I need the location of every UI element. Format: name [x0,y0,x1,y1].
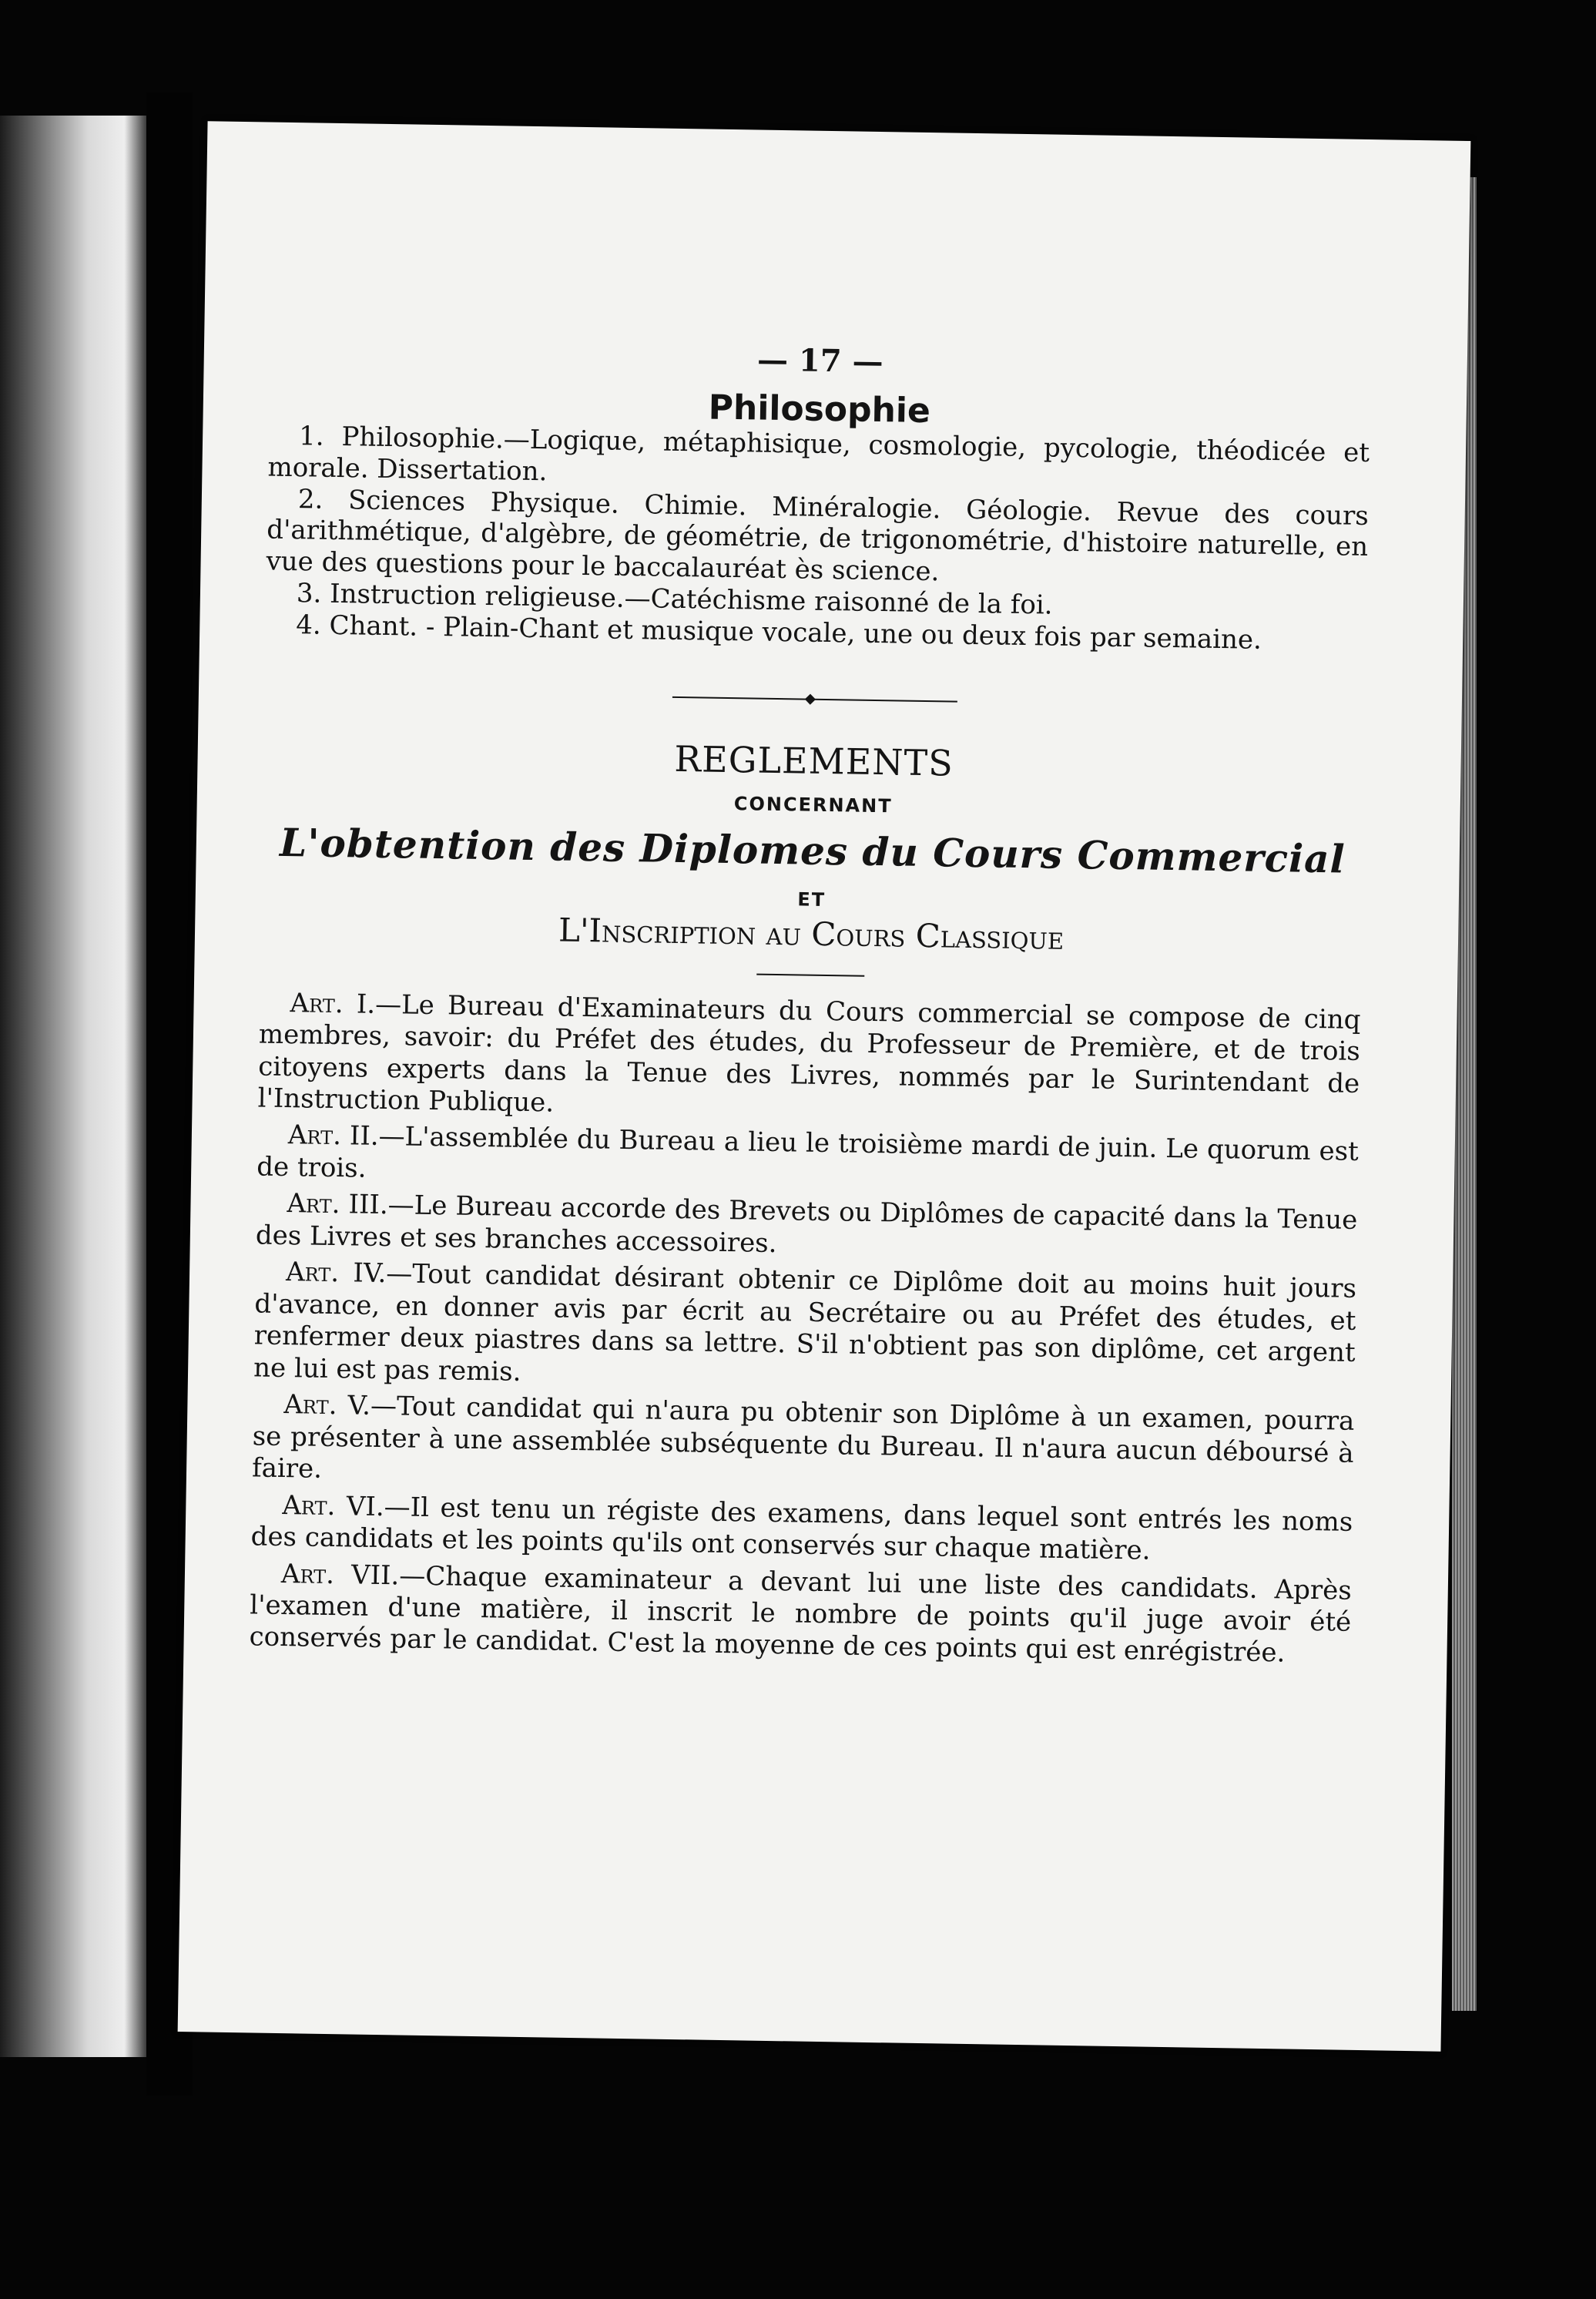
article-paragraph [249,1558,1352,1671]
list-item: 2. Sciences Physique. Chimie. Minéralogie. Géologie. Revue des cours d'arithmétique, d'algèbre, de géométrie, de trigonométrie, d'histoire naturelle, en vue des questions pour le baccalauréat ès science. [266,483,1370,588]
article-label: Art. I. [290,987,376,1020]
short-divider [756,973,864,976]
article-label: Art. V. [283,1389,371,1422]
diplomes-title: L'obtention des Diplomes du Cours Commercial [279,819,1346,882]
article-paragraph [256,1119,1359,1200]
list-item: 4. Chant. - Plain-Chant et musique vocale, une ou deux fois par semaine. [296,609,1262,656]
article-text: —Il est tenu un régiste des examens, dans lequel sont entrés les noms des candidats et les points qu'ils ont conservés sur chaque matière. [250,1491,1353,1566]
article-paragraph [250,1489,1353,1570]
article-label: Art. IV. [285,1257,387,1290]
left-page-edge [0,116,146,2057]
article-text: —Tout candidat qui n'aura pu obtenir son Diplôme à un examen, pourra se présenter à une assemblée subséquente du Bureau. Il n'aura aucun déboursé à faire. [251,1391,1355,1485]
article-label: Art. III. [287,1188,389,1221]
article-text: —Le Bureau d'Examinateurs du Cours commercial se compose de cinq membres, savoir: du Préfet des études, du Professeur de Première, et de trois citoyens experts dans la Tenue des Livres, nommés par le Surintendant de l'Instruction Publique. [257,988,1361,1119]
article-text: —Chaque examinateur a devant lui une liste des candidats. Après l'examen d'une matière, il inscrit le nombre de points qu'il juge avoir été conservés par le candidat. C'est la moyenne de ces points qui est enrégistrée. [249,1559,1353,1669]
article-paragraph [253,1257,1356,1401]
book-page [178,121,1471,2051]
section-title-philosophie: Philosophie [708,388,931,431]
reglements-heading: REGLEMENTS [674,737,954,784]
ornamental-divider [672,693,957,705]
article-paragraph [257,987,1360,1132]
concernant-subheading: CONCERNANT [733,792,893,817]
article-label: Art. VII. [280,1558,400,1591]
divider-diamond-icon [805,693,816,704]
article-text: —L'assemblée du Bureau a lieu le troisième mardi de juin. Le quorum est de trois. [256,1121,1360,1184]
article-paragraph [256,1188,1358,1269]
article-paragraph [252,1389,1355,1502]
list-item: 3. Instruction religieuse.—Catéchisme raisonné de la foi. [296,578,1053,621]
article-text: —Le Bureau accorde des Brevets ou Diplômes de capacité dans la Tenue des Livres et ses branches accessoires. [255,1190,1358,1259]
et-conjunction: ET [797,888,826,911]
inscription-heading: L'Inscription au Cours Classique [558,911,1065,957]
list-item: 1. Philosophie.—Logique, métaphisique, cosmologie, pycologie, théodicée et morale. Dissertation. [267,421,1370,488]
article-label: Art. VI. [282,1489,385,1522]
page-content [249,334,1371,1676]
article-label: Art. II. [287,1119,379,1153]
page-number: — 17 — [756,341,884,381]
article-text: —Tout candidat désirant obtenir ce Diplôme doit au moins huit jours d'avance, en donner avis par écrit au Secrétaire ou au Préfet des études, et renfermer deux piastres dans sa lettre. S'il n'obtient pas son diplôme, cet argent ne lui est pas remis. [253,1258,1357,1388]
